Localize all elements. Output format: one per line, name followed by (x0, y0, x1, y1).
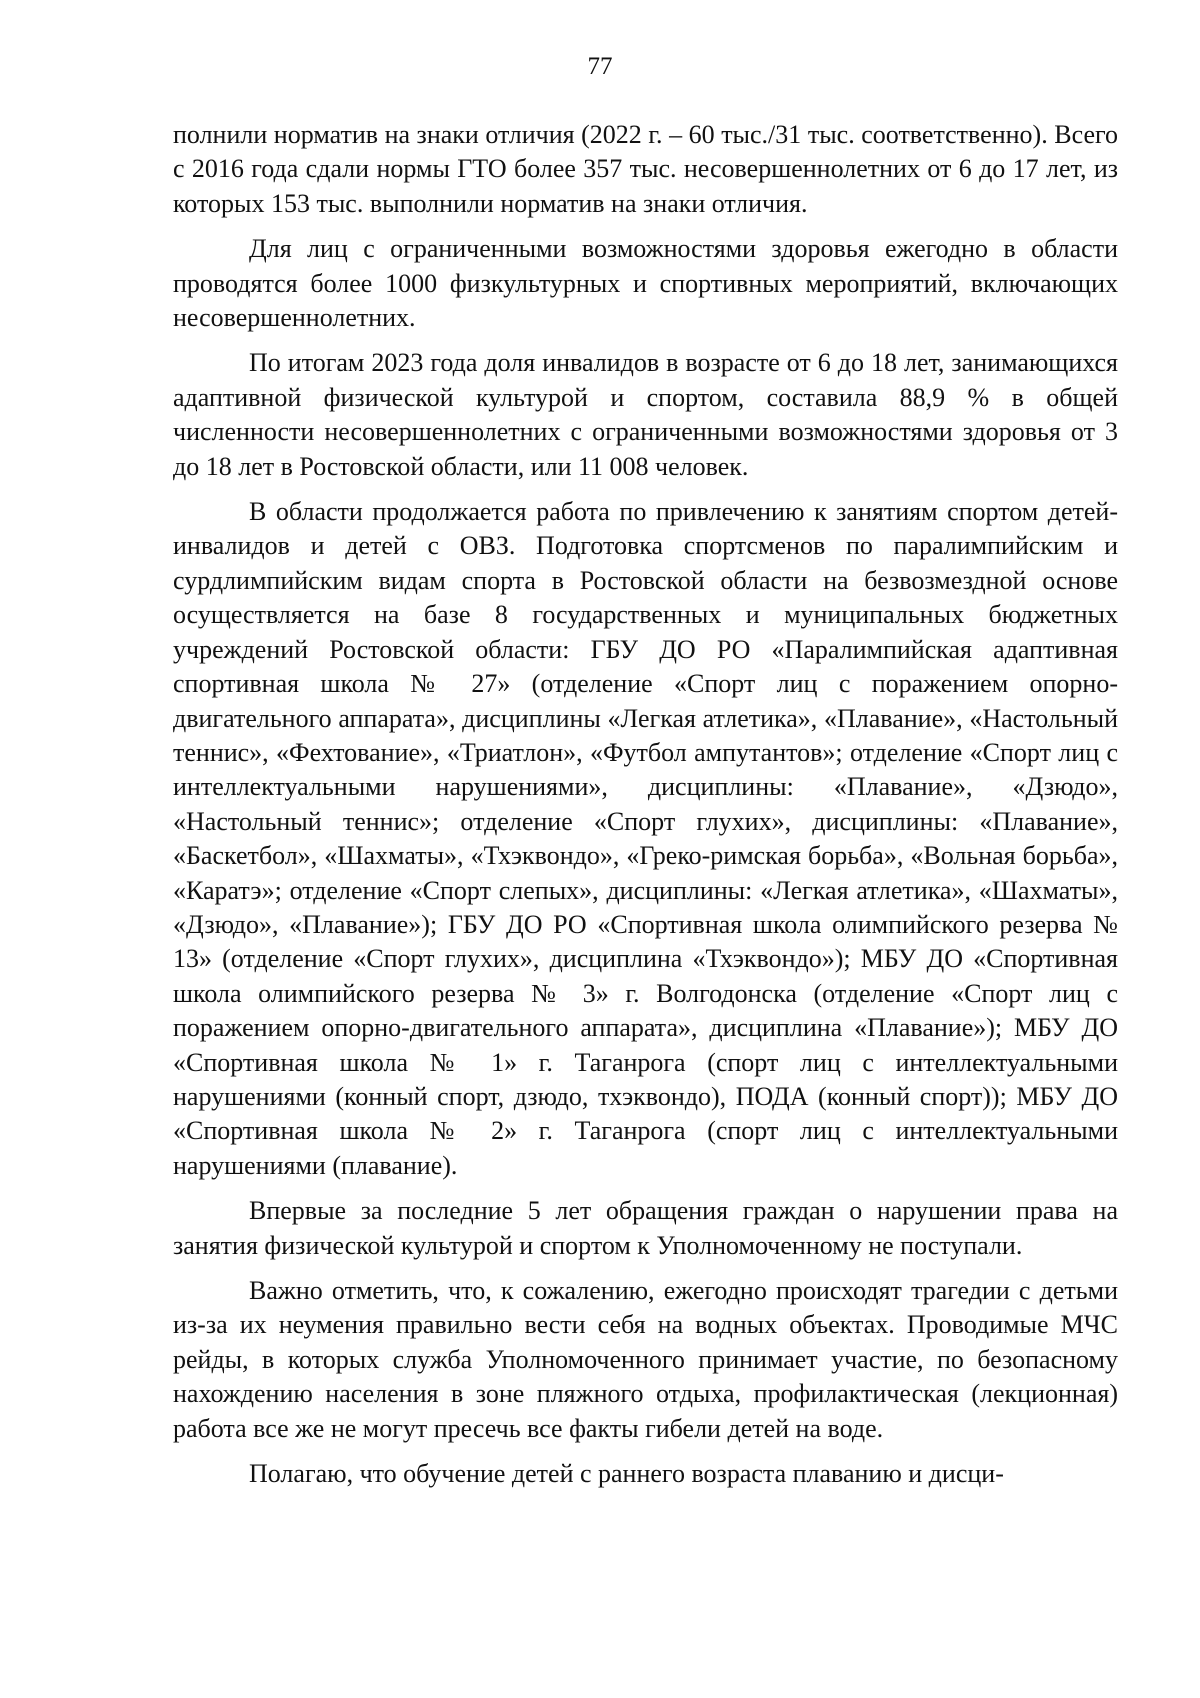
page-number: 77 (587, 53, 613, 80)
paragraph-swimming-training: Полагаю, что обучение детей с раннего возраста плаванию и дисци- (249, 1459, 1004, 1489)
paragraph-water-safety: Важно отметить, что, к сожалению, ежегодно происходят трагедии с детьми из-за их неумения правильно вести себя на водных объектах. Проводимые МЧС рейды, в которых служба Уполномоченного принимает участие, по безопасному нахождению населения в зоне пляжного отдыха, профилактическая (лекционная) работа все же не могут пресечь все факты гибели детей на воде. (173, 1276, 1118, 1443)
body-text (173, 118, 1118, 1502)
paragraph-disabled-share: По итогам 2023 года доля инвалидов в возрасте от 6 до 18 лет, занимающихся адаптивной физической культурой и спортом, составила 88,9 % в общей численности несовершеннолетних с ограниченными возможностями здоровья от 3 до 18 лет в Ростовской области, или 11 008 человек. (173, 348, 1118, 481)
paragraph-continuation: полнили норматив на знаки отличия (2022 г. – 60 тыс./31 тыс. соответственно). Всего с 2016 года сдали нормы ГТО более 357 тыс. несовершеннолетних от 6 до 17 лет, из которых 153 тыс. выполнили норматив на знаки отличия. (173, 120, 1118, 218)
paragraph-no-complaints: Впервые за последние 5 лет обращения граждан о нарушении права на занятия физической культурой и спортом к Уполномоченному не поступали. (173, 1196, 1118, 1260)
paragraph-ovz-events: Для лиц с ограниченными возможностями здоровья ежегодно в области проводятся более 1000 физкультурных и спортивных мероприятий, включающих несовершеннолетних. (173, 234, 1118, 333)
paragraph-sports-schools: В области продолжается работа по привлечению к занятиям спортом детей-инвалидов и детей с ОВЗ. Подготовка спортсменов по паралимпийским и сурдлимпийским видам спорта в Ростовской области на безвозмездной основе осуществляется на базе 8 государственных и муниципальных бюджетных учреждений Ростовской области: ГБУ ДО РО «Паралимпийская адаптивная спортивная школа № 27» (отделение «Спорт лиц с поражением опорно-двигательного аппарата», дисциплины «Легкая атлетика», «Плавание», «Настольный теннис», «Фехтование», «Триатлон», «Футбол ампутантов»; отделение «Спорт лиц с интеллектуальными нарушениями», дисциплины: «Плавание», «Дзюдо», «Настольный теннис»; отделение «Спорт глухих», дисциплины: «Плавание», «Баскетбол», «Шахматы», «Тхэквондо», «Греко-римская борьба», «Вольная борьба», «Каратэ»; отделение «Спорт слепых», дисциплины: «Легкая атлетика», «Шахматы», «Дзюдо», «Плавание»); ГБУ ДО РО «Спортивная школа олимпийского резерва № 13» (отделение «Спорт глухих», дисциплина «Тхэквондо»); МБУ ДО «Спортивная школа олимпийского резерва № 3» г. Волгодонска (отделение «Спорт лиц с поражением опорно-двигательного аппарата», дисциплина «Плавание»); МБУ ДО «Спортивная школа № 1» г. Таганрога (спорт лиц с интеллектуальными нарушениями (конный спорт, дзюдо, тхэквондо), ПОДА (конный спорт)); МБУ ДО «Спортивная школа № 2» г. Таганрога (спорт лиц с интеллектуальными нарушениями (плавание). (173, 497, 1118, 1180)
